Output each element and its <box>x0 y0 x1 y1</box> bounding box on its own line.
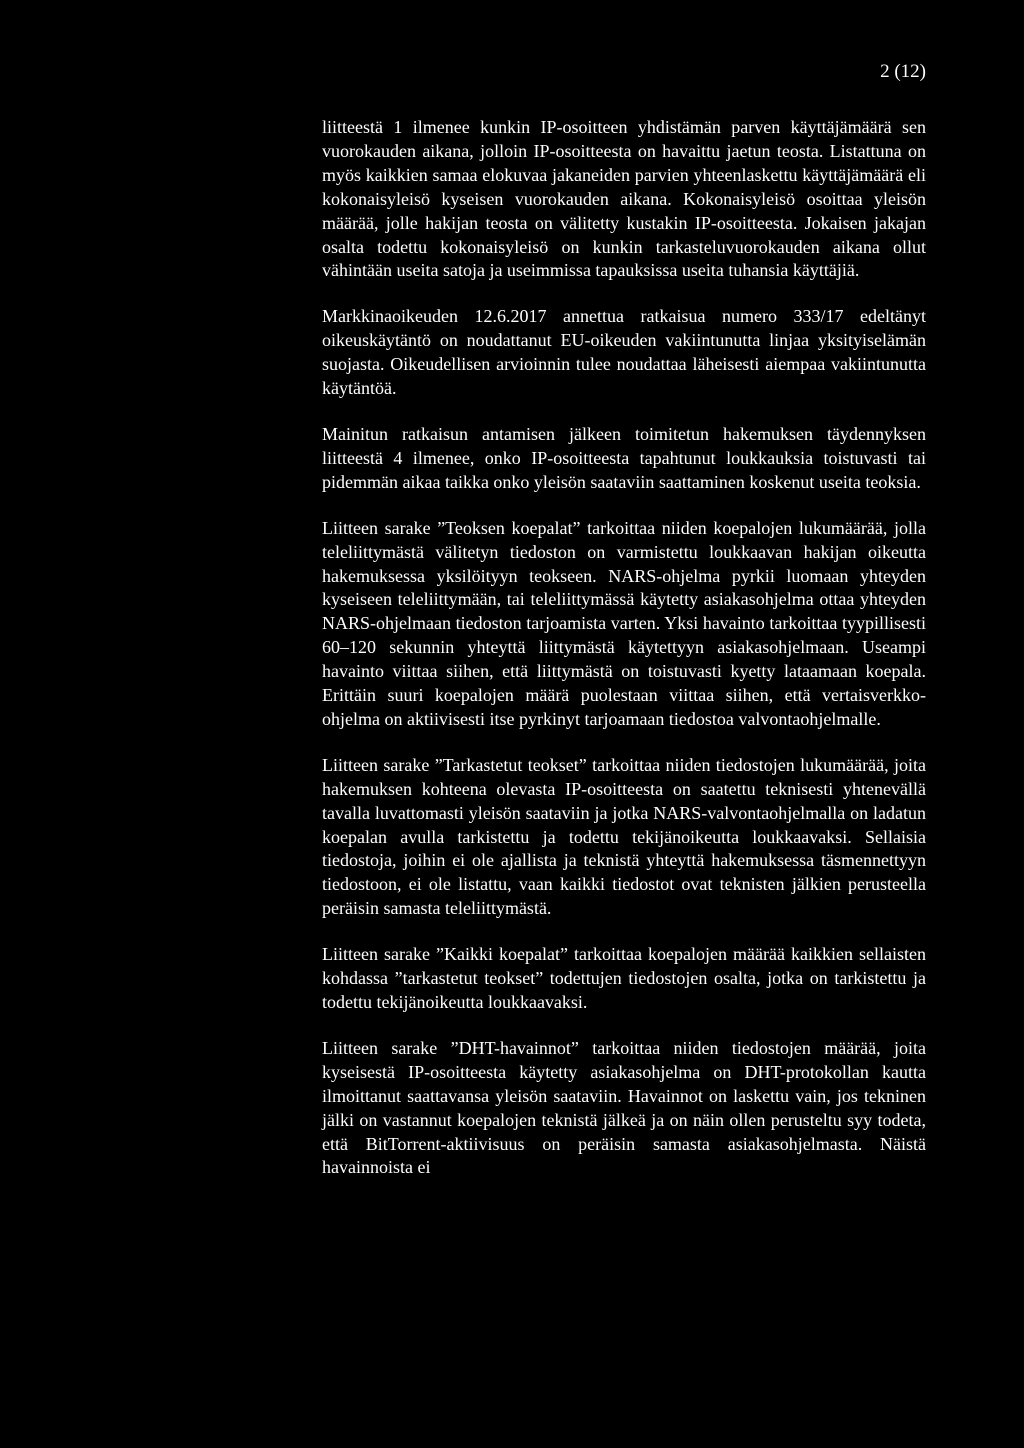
paragraph-all-samples: Liitteen sarake ”Kaikki koepalat” tarkoittaa koepalojen määrää kaikkien sellaisten kohdassa ”tarkastetut teokset” todettujen tiedostojen osalta, jotka on tarkistettu ja todettu tekijänoikeutta loukkaavaksi. <box>322 944 926 1012</box>
paragraph-attachment-4: Mainitun ratkaisun antamisen jälkeen toimitetun hakemuksen täydennyksen liitteestä 4 ilmenee, onko IP-osoitteesta tapahtunut loukkauksia toistuvasti tai pidemmän aikaa taikka onko yleisön saataviin saattaminen koskenut useita teoksia. <box>322 423 926 492</box>
paragraph-audience: liitteestä 1 ilmenee kunkin IP-osoitteen yhdistämän parven käyttäjämäärä sen vuorokauden aikana, jolloin IP-osoitteesta on havaittu jaetun teosta. Listattuna on myös kaikkien samaa elokuvaa jakaneiden parvien yhteenlaskettu käyttäjämäärä eli kokonaisyleisö kyseisen vuorokauden aikana. Kokonaisyleisö osoittaa yleisön määrää, jolle hakijan teosta on välitetty kustakin IP-osoitteesta. Jokaisen jakajan osalta todettu kokonaisyleisö on kunkin tarkasteluvuorokauden aikana ollut vähintään useita satoja ja useimmissa tapauksissa useita tuhansia käyttäjiä. <box>322 117 926 281</box>
paragraph-dht-observations: Liitteen sarake ”DHT-havainnot” tarkoittaa niiden tiedostojen määrää, joita kyseisestä IP-osoitteesta käytetty asiakasohjelma on DHT-protokollan kautta ilmoittanut saattavansa yleisön saataviin. Havainnot on laskettu vain, jos tekninen jälki on vastannut koepalojen teknistä jälkeä ja on näin ollen perusteltu syy todeta, että BitTorrent-aktiivisuus on peräisin samasta asiakasohjelmasta. Näistä havainnoista ei <box>322 1037 926 1178</box>
paragraph-case-law: Markkinaoikeuden 12.6.2017 annettua ratkaisua numero 333/17 edeltänyt oikeuskäytäntö on noudattanut EU-oikeuden vakiintunutta linjaa yksityiselämän suojasta. Oikeudellisen arvioinnin tulee noudattaa läheisesti aiempaa vakiintunutta käytäntöä. <box>322 306 926 399</box>
paragraph-sample-pieces: Liitteen sarake ”Teoksen koepalat” tarkoittaa niiden koepalojen lukumäärää, jolla teleliittymästä välitetyn tiedoston on varmistettu loukkaavan hakijan oikeutta hakemuksessa yksilöityyn teokseen. NARS-ohjelma pyrkii luomaan yhteyden kyseiseen teleliittymään, tai teleliittymässä käytetty asiakasohjelma ottaa yhteyden NARS-ohjelmaan tiedoston tarjoamista varten. Yksi havainto tarkoittaa tyypillisesti 60–120 sekunnin yhteyttä liittymästä käytettyyn asiakasohjelmaan. Useampi havainto viittaa siihen, että liittymästä on toistuvasti kyetty lataamaan koepala. Erittäin suuri koepalojen määrä puolestaan viittaa siihen, että vertaisverkko-ohjelma on aktiivisesti itse pyrkinyt tarjoamaan tiedostoa valvontaohjelmalle. <box>322 517 926 729</box>
paragraph-checked-works: Liitteen sarake ”Tarkastetut teokset” tarkoittaa niiden tiedostojen lukumäärää, joita hakemuksen kohteena olevasta IP-osoitteesta on saatettu teknisesti yhtenevällä tavalla luvattomasti yleisön saataviin ja jotka NARS-valvontaohjelmalla on ladatun koepalan avulla tarkistettu ja todettu tekijänoikeutta loukkaavaksi. Sellaisia tiedostoja, joihin ei ole ajallista ja teknistä yhteyttä hakemuksessa täsmennettyyn tiedostoon, ei ole listattu, vaan kaikki tiedostot ovat teknisten jälkien perusteella peräisin samasta teleliittymästä. <box>322 754 926 919</box>
document-body <box>322 116 926 1202</box>
page-number: 2 (12) <box>880 61 926 82</box>
